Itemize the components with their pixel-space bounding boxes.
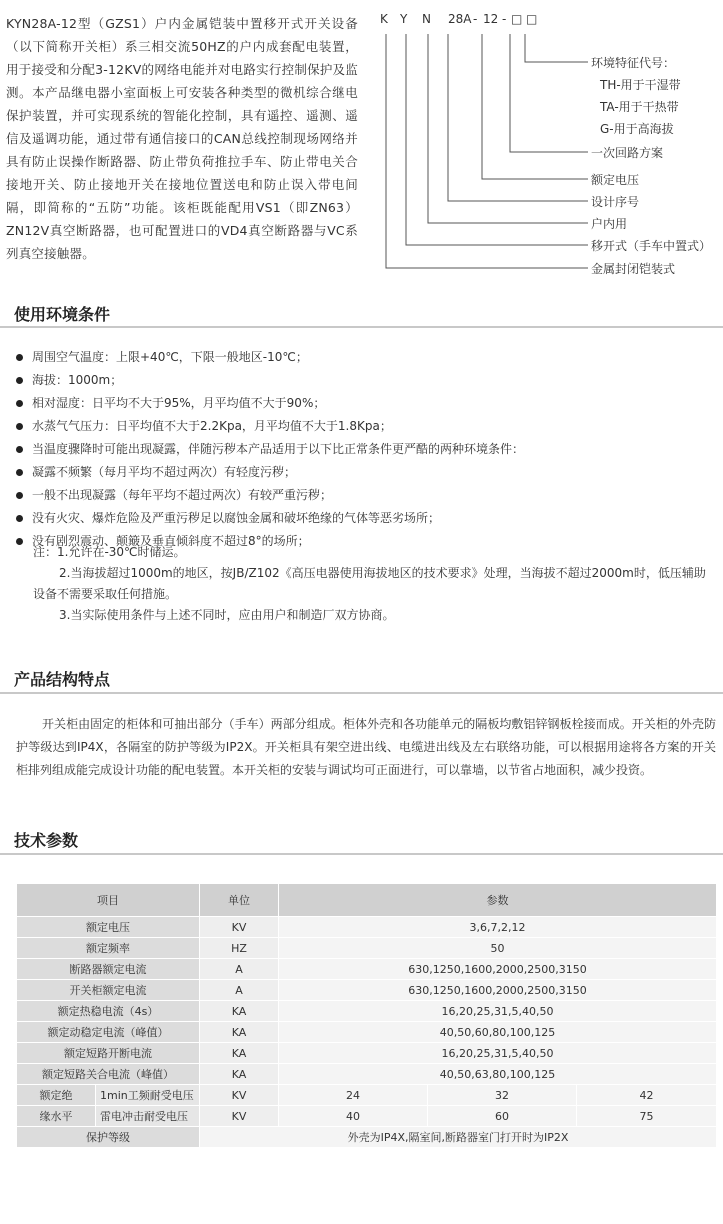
cell-item: 保护等级 (17, 1127, 200, 1148)
env-note-3: 3.当实际使用条件与上述不同时，应由用户和制造厂双方协商。 (59, 608, 395, 622)
cell-param: 外壳为IP4X,隔室间,断路器室门打开时为IP2X (200, 1127, 717, 1148)
cell-item: 额定动稳定电流（峰值） (17, 1022, 200, 1043)
label-design: 设计序号 (591, 195, 640, 209)
env-bullet-list (16, 346, 716, 553)
cell-param: 40,50,63,80,100,125 (279, 1064, 717, 1085)
header-item: 项目 (17, 884, 200, 917)
cell-item: 额定短路关合电流（峰值） (17, 1064, 200, 1085)
cell-unit: KA (200, 1064, 279, 1085)
structure-section-divider (0, 692, 723, 694)
cell-insulation-sub: 雷电冲击耐受电压 (96, 1106, 200, 1127)
cell-unit: KA (200, 1001, 279, 1022)
cell-item: 额定短路开断电流 (17, 1043, 200, 1064)
structure-paragraph: 开关柜由固定的柜体和可抽出部分（手车）两部分组成。柜体外壳和各功能单元的隔板均敷铝锌钢板栓接而成。开关柜的外壳防护等级达到IP4X，各隔室的防护等级为IP2X。开关柜具有架空进出线、电缆进出线及左右联络功能，可以根据用途将各方案的开关柜排列组成能完成设计功能的配电装置。本开关柜的安装与调试均可正面进行，可以靠墙，以节省占地面积，减少投资。 (16, 717, 716, 777)
env-bullet: 海拔：1000m； (16, 369, 716, 392)
code-char-box1: □ (511, 12, 523, 26)
env-note-1: 注：1.允许在-30℃时储运。 (33, 545, 186, 559)
cell-param: 40,50,60,80,100,125 (279, 1022, 717, 1043)
intro-paragraph: KYN28A-12型（GZS1）户内金属铠装中置移开式开关设备（以下简称开关柜）系三相交流50HZ的户内成套配电装置，用于接受和分配3-12KV的网络电能并对电路实行控制保护及监测。本产品继电器小室面板上可安装各种类型的微机综合继电保护装置，并可实现系统的智能化控制，具有遥控、遥测、遥信及遥调功能，通过带有通信接口的CAN总线控制现场网络并具有防止误操作断路器、防止带负荷推拉手车、防止带电关合接地开关、防止接地开关在接地位置送电和防止误入带电间隔，即简称的“五防”功能。该柜既能配用VS1（即ZN63）ZN12V真空断路器，也可配置进口的VD4真空断路器与VC系列真空接触器。 (6, 16, 358, 261)
label-indoor: 户内用 (591, 217, 628, 231)
label-circuit: 一次回路方案 (591, 146, 664, 160)
cell-unit: KV (200, 917, 279, 938)
code-char-n: N (422, 12, 431, 26)
env-bullet: 水蒸气气压力：日平均值不大于2.2Kpa，月平均值不大于1.8Kpa； (16, 415, 716, 438)
code-char-box2: □ (526, 12, 538, 26)
table-row (17, 1043, 717, 1064)
cell-insulation-sub: 1min工频耐受电压 (96, 1085, 200, 1106)
cell-value: 32 (428, 1085, 577, 1106)
cell-unit: A (200, 959, 279, 980)
table-row (17, 1022, 717, 1043)
env-section-divider (0, 326, 723, 328)
label-ta: TA-用于干热带 (600, 100, 679, 114)
cell-value: 24 (279, 1085, 428, 1106)
cell-unit: A (200, 980, 279, 1001)
env-section-title: 使用环境条件 (14, 305, 111, 324)
table-row (17, 938, 717, 959)
table-row-protection (17, 1127, 717, 1148)
cell-unit: KV (200, 1085, 279, 1106)
cell-param: 16,20,25,31,5,40,50 (279, 1001, 717, 1022)
env-bullet: 一般不出现凝露（每年平均不超过两次）有较严重污秽； (16, 484, 716, 507)
label-voltage: 额定电压 (591, 173, 640, 187)
env-note-2: 2.当海拔超过1000m的地区，按JB/Z102《高压电器使用海拔地区的技术要求》处理，当海拔不超过2000m时，低压辅助设备不需要采取任何措施。 (33, 566, 706, 601)
env-bullet: 没有火灾、爆炸危险及严重污秽足以腐蚀金属和破坏绝缘的气体等恶劣场所； (16, 507, 716, 530)
code-char-y: Y (400, 12, 408, 26)
code-char-28a: 28A (448, 12, 472, 26)
cell-param: 50 (279, 938, 717, 959)
cell-value: 42 (577, 1085, 717, 1106)
label-env-title: 环境特征代号： (591, 56, 676, 70)
table-row (17, 917, 717, 938)
table-row-insulation-2 (17, 1106, 717, 1127)
table-row (17, 1001, 717, 1022)
cell-param: 3,6,7,2,12 (279, 917, 717, 938)
table-row (17, 959, 717, 980)
label-g: G-用于高海拔 (600, 122, 674, 136)
env-bullet: 当温度骤降时可能出现凝露，伴随污秽本产品适用于以下比正常条件更严酷的两种环境条件： (16, 438, 716, 461)
model-code-diagram (368, 12, 723, 302)
cell-unit: KA (200, 1022, 279, 1043)
cell-param: 16,20,25,31,5,40,50 (279, 1043, 717, 1064)
code-char-dash: - (473, 12, 478, 26)
label-removable: 移开式（手车中置式） (591, 239, 712, 253)
env-bullet: 相对湿度：日平均不大于95%，月平均值不大于90%； (16, 392, 716, 415)
cell-item: 额定热稳电流（4s） (17, 1001, 200, 1022)
code-char-k: K (380, 12, 388, 26)
env-bullet: 周围空气温度：上限+40℃，下限一般地区-10℃； (16, 346, 716, 369)
cell-item: 额定电压 (17, 917, 200, 938)
cell-insulation-group-bottom: 缘水平 (17, 1106, 96, 1127)
label-metal: 金属封闭铠装式 (591, 262, 676, 276)
table-row-insulation-1 (17, 1085, 717, 1106)
table-row (17, 1064, 717, 1085)
table-header-row (17, 884, 717, 917)
cell-unit: KA (200, 1043, 279, 1064)
header-param: 参数 (279, 884, 717, 917)
code-char-12: 12 (483, 12, 499, 26)
header-unit: 单位 (200, 884, 279, 917)
cell-value: 60 (428, 1106, 577, 1127)
cell-unit: HZ (200, 938, 279, 959)
cell-value: 75 (577, 1106, 717, 1127)
cell-param: 630,1250,1600,2000,2500,3150 (279, 980, 717, 1001)
cell-unit: KV (200, 1106, 279, 1127)
env-bullet: 没有剧烈震动、颠簸及垂直倾斜度不超过8°的场所； (16, 530, 716, 553)
tech-section-divider (0, 853, 723, 855)
label-th: TH-用于干湿带 (600, 78, 681, 92)
cell-item: 断路器额定电流 (17, 959, 200, 980)
table-row (17, 980, 717, 1001)
cell-item: 开关柜额定电流 (17, 980, 200, 1001)
cell-param: 630,1250,1600,2000,2500,3150 (279, 959, 717, 980)
cell-item: 额定频率 (17, 938, 200, 959)
tech-params-table (16, 883, 717, 1144)
env-bullet: 凝露不频繁（每月平均不超过两次）有轻度污秽； (16, 461, 716, 484)
code-char-dash2: - (502, 12, 507, 26)
env-notes (33, 542, 713, 626)
cell-insulation-group-top: 额定绝 (17, 1085, 96, 1106)
structure-section-title: 产品结构特点 (14, 670, 111, 689)
tech-section-title: 技术参数 (14, 831, 79, 850)
cell-value: 40 (279, 1106, 428, 1127)
